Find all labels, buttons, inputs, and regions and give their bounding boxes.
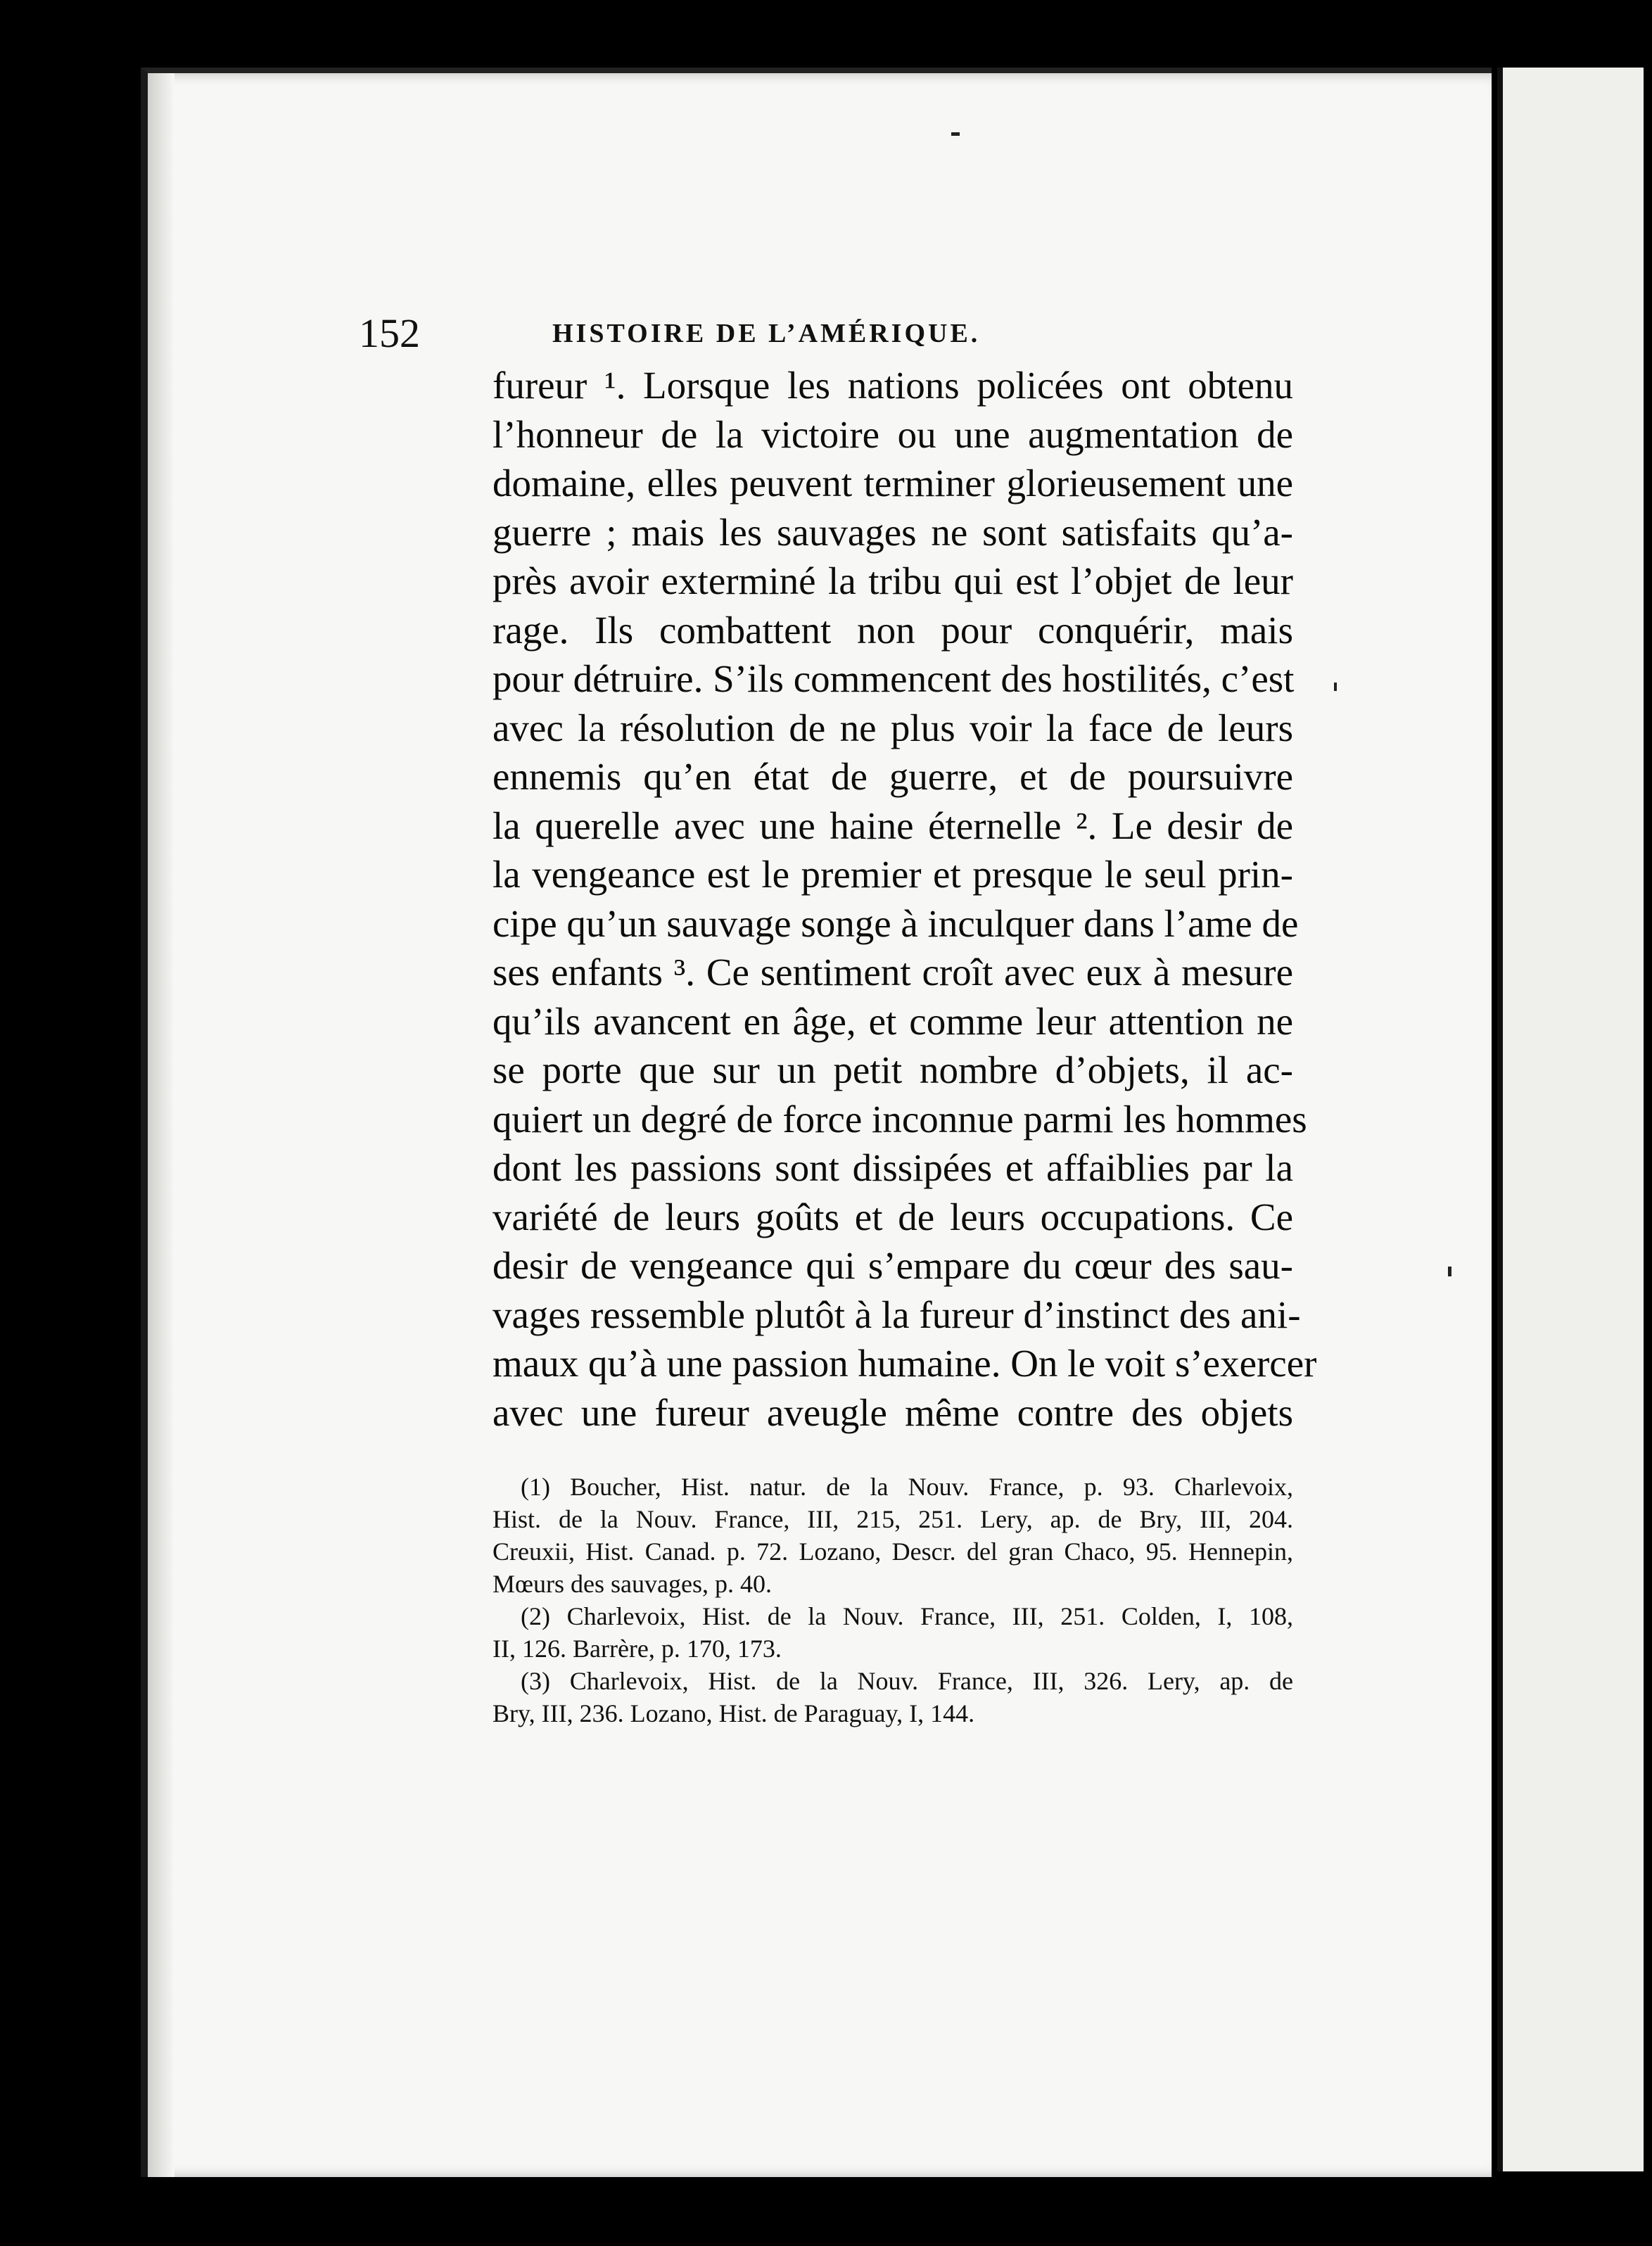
text-line: près avoir exterminé la tribu qui est l’objet de leur	[493, 559, 1293, 602]
footnote-line: Bry, III, 236. Lozano, Hist. de Paraguay, I, 144.	[493, 1699, 975, 1727]
text-line: quiert un degré de force inconnue parmi les hommes	[493, 1097, 1307, 1141]
footnote-line: (1) Boucher, Hist. natur. de la Nouv. France, p. 93. Charlevoix,	[521, 1473, 1293, 1501]
text-line: variété de leurs goûts et de leurs occupations. Ce	[493, 1195, 1293, 1238]
text-line: desir de vengeance qui s’empare du cœur des sau-	[493, 1244, 1293, 1287]
text-line: vages ressemble plutôt à la fureur d’instinct des ani-	[493, 1293, 1301, 1336]
text-line: fureur ¹. Lorsque les nations policées ont obtenu	[493, 364, 1293, 407]
page-header	[359, 310, 1293, 359]
text-line: dont les passions sont dissipées et affaiblies par la	[493, 1146, 1293, 1189]
text-line: ses enfants ³. Ce sentiment croît avec eux à mesure	[493, 951, 1293, 994]
footnote-line: (3) Charlevoix, Hist. de la Nouv. France, III, 326. Lery, ap. de	[521, 1667, 1293, 1695]
adjacent-page-edge	[1497, 68, 1644, 2171]
ink-speck	[951, 132, 960, 136]
ink-speck	[1334, 683, 1337, 691]
text-line: domaine, elles peuvent terminer glorieusement une	[493, 462, 1293, 505]
footnotes	[493, 1471, 1293, 1730]
page-gutter-shadow	[148, 73, 174, 2177]
text-line: l’honneur de la victoire ou une augmentation de	[493, 412, 1293, 456]
text-line: qu’ils avancent en âge, et comme leur attention ne	[493, 999, 1293, 1043]
footnote-line: Mœurs des sauvages, p. 40.	[493, 1570, 772, 1598]
running-title: HISTOIRE DE L’AMÉRIQUE.	[552, 319, 981, 348]
text-line: avec une fureur aveugle même contre des objets	[493, 1390, 1293, 1434]
text-line: cipe qu’un sauvage songe à inculquer dans l’ame de	[493, 901, 1299, 945]
footnote-line: II, 126. Barrère, p. 170, 173.	[493, 1635, 782, 1663]
footnote-line: Creuxii, Hist. Canad. p. 72. Lozano, Descr. del gran Chaco, 95. Hennepin,	[493, 1537, 1293, 1566]
ink-speck	[1448, 1267, 1451, 1276]
text-line: ennemis qu’en état de guerre, et de poursuivre	[493, 755, 1293, 798]
text-line: se porte que sur un petit nombre d’objets, il ac-	[493, 1048, 1293, 1091]
text-line: la querelle avec une haine éternelle ². Le desir de	[493, 804, 1293, 847]
text-line: pour détruire. S’ils commencent des hostilités, c’est	[493, 657, 1295, 700]
text-line: maux qu’à une passion humaine. On le voit s’exercer	[493, 1342, 1317, 1385]
text-line: avec la résolution de ne plus voir la face de leurs	[493, 706, 1293, 749]
body-text	[493, 361, 1317, 1437]
text-line: rage. Ils combattent non pour conquérir, mais	[493, 608, 1293, 652]
page-number: 152	[359, 310, 420, 356]
footnote-line: Hist. de la Nouv. France, III, 215, 251. Lery, ap. de Bry, III, 204.	[493, 1505, 1293, 1533]
text-line: la vengeance est le premier et presque le seul prin-	[493, 853, 1293, 896]
text-line: guerre ; mais les sauvages ne sont satisfaits qu’a-	[493, 510, 1293, 554]
footnote-line: (2) Charlevoix, Hist. de la Nouv. France, III, 251. Colden, I, 108,	[521, 1602, 1293, 1630]
